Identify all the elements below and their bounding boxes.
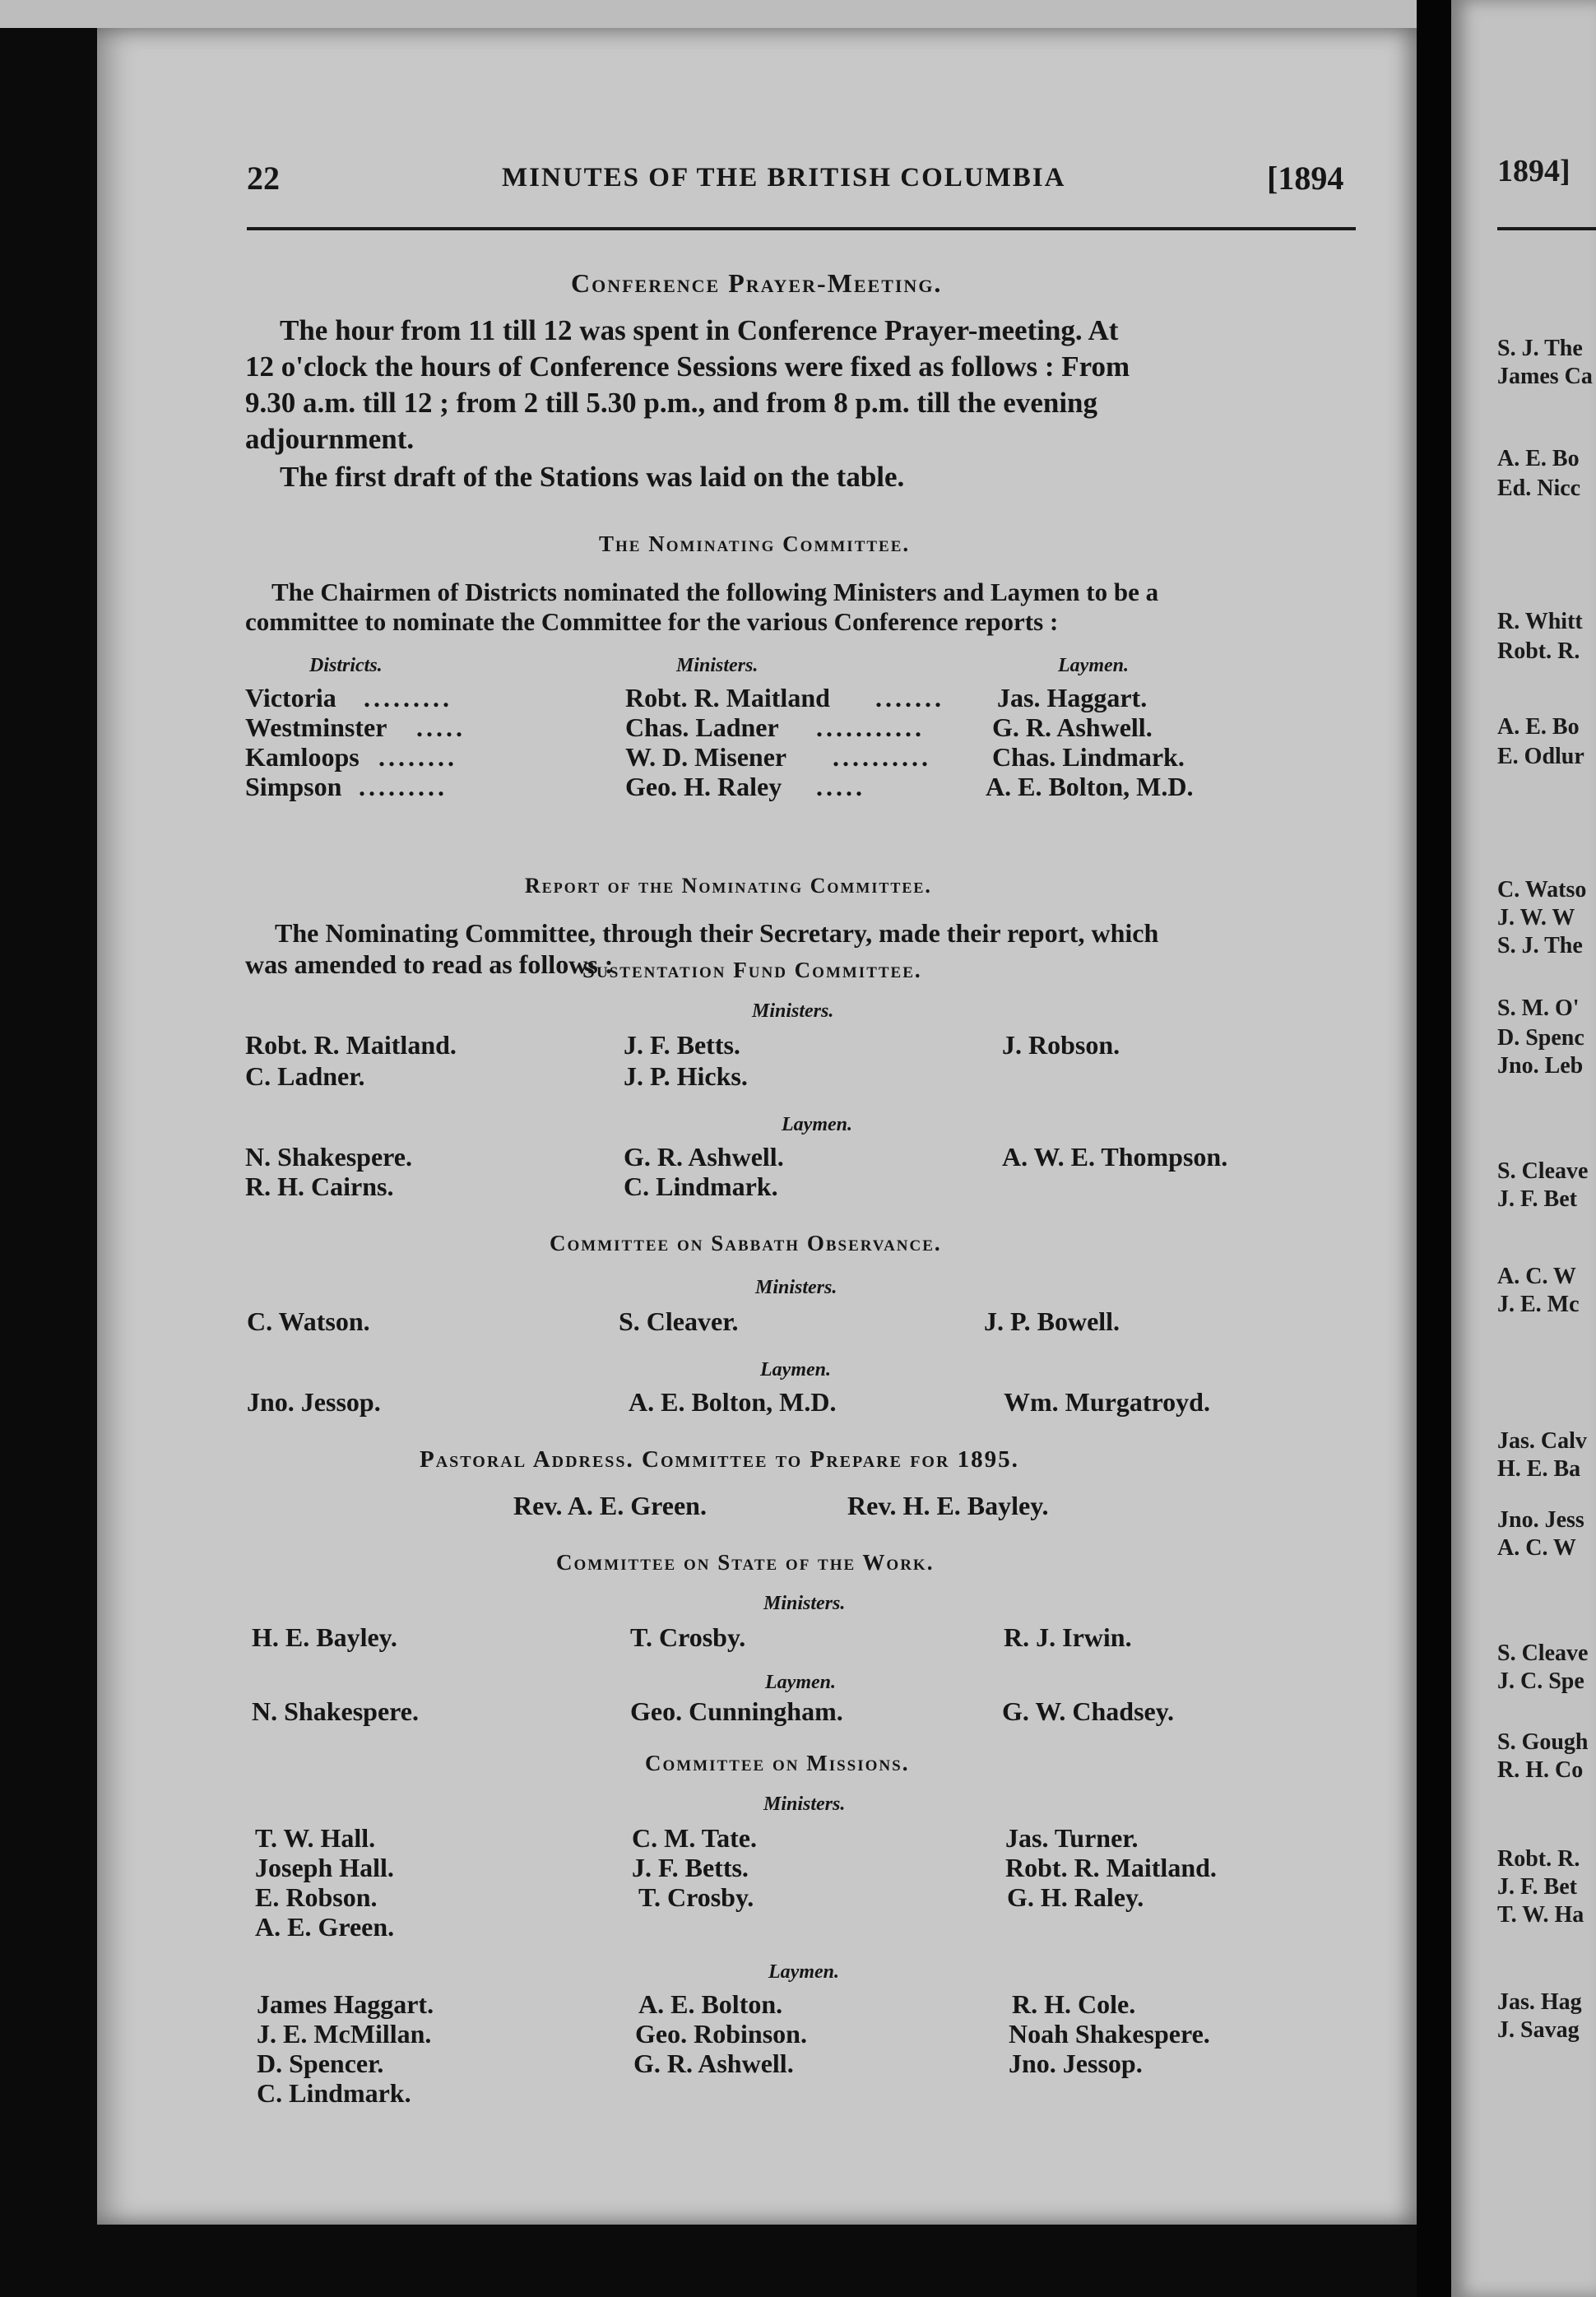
member-name: N. Shakespere. <box>245 1142 412 1172</box>
member-name: T. Crosby. <box>638 1882 754 1912</box>
leader-dots: ......... <box>359 772 448 801</box>
member-name: J. E. McMillan. <box>257 2019 432 2049</box>
member-name: C. Ladner. <box>245 1061 365 1091</box>
right-page-line: S. J. The <box>1497 336 1583 361</box>
right-page-line: D. Spenc <box>1497 1025 1584 1051</box>
leader-dots: ..... <box>416 712 466 742</box>
member-name: G. W. Chadsey. <box>1002 1696 1174 1726</box>
paragraph-line: The first draft of the Stations was laid on the table. <box>280 461 905 493</box>
right-page-line: Ed. Nicc <box>1497 476 1581 501</box>
right-page-line: A. C. W <box>1497 1535 1576 1561</box>
right-page-line: Jas. Hag <box>1497 1989 1582 2015</box>
right-page-line: J. F. Bet <box>1497 1186 1577 1212</box>
member-name: D. Spencer. <box>257 2049 384 2078</box>
running-title: MINUTES OF THE BRITISH COLUMBIA <box>502 163 1066 193</box>
member-name: R. H. Cole. <box>1012 1989 1136 2019</box>
laymen-label: Laymen. <box>782 1114 852 1135</box>
pastoral-heading: Pastoral Address. Committee to Prepare for 1895. <box>420 1446 1019 1473</box>
right-page-line: J. Savag <box>1497 2017 1580 2043</box>
paragraph-line: The hour from 11 till 12 was spent in Conference Prayer-meeting. At <box>280 314 1119 346</box>
district-name: Victoria <box>245 683 336 712</box>
right-page-line: H. E. Ba <box>1497 1456 1581 1482</box>
right-page-line: James Ca <box>1497 364 1593 389</box>
member-name: C. Lindmark. <box>257 2078 411 2108</box>
member-name: J. Robson. <box>1002 1030 1120 1060</box>
right-page-line: J. C. Spe <box>1497 1668 1584 1694</box>
right-page-line: Jno. Leb <box>1497 1053 1584 1079</box>
member-name: Joseph Hall. <box>255 1853 394 1882</box>
top-margin-strip <box>0 0 1596 28</box>
layman-name: Chas. Lindmark. <box>992 742 1185 772</box>
member-name: James Haggart. <box>257 1989 434 2019</box>
member-name: H. E. Bayley. <box>252 1622 397 1652</box>
leader-dots: .......... <box>833 742 931 772</box>
member-name: E. Robson. <box>255 1882 378 1912</box>
member-name: Wm. Murgatroyd. <box>1004 1387 1210 1417</box>
member-name: C. Lindmark. <box>624 1172 778 1201</box>
paragraph-line: 9.30 a.m. till 12 ; from 2 till 5.30 p.m., and from 8 p.m. till the evening <box>245 387 1098 419</box>
sabbath-heading: Committee on Sabbath Observance. <box>550 1231 942 1255</box>
paragraph-line: The Nominating Committee, through their Secretary, made their report, which <box>275 918 1159 948</box>
right-page-rule <box>1497 227 1596 230</box>
column-header: Districts. <box>309 655 383 676</box>
running-year: [1894 <box>1267 160 1344 197</box>
leader-dots: ......... <box>364 683 452 712</box>
paragraph-line: committee to nominate the Committee for the various Conference reports : <box>245 607 1059 636</box>
layman-name: G. R. Ashwell. <box>992 712 1153 742</box>
layman-name: Jas. Haggart. <box>997 683 1148 712</box>
member-name: Geo. Cunningham. <box>630 1696 843 1726</box>
prayer-meeting-heading: Conference Prayer-Meeting. <box>571 268 943 298</box>
member-name: T. Crosby. <box>630 1622 746 1652</box>
right-page-line: J. E. Mc <box>1497 1292 1580 1317</box>
member-name: A. E. Green. <box>255 1912 395 1942</box>
member-name: S. Cleaver. <box>619 1306 739 1336</box>
laymen-label: Laymen. <box>765 1672 836 1693</box>
right-page-line: R. Whitt <box>1497 609 1583 634</box>
member-name: Jas. Turner. <box>1005 1823 1139 1853</box>
missions-heading: Committee on Missions. <box>645 1751 910 1775</box>
column-header: Ministers. <box>676 655 759 676</box>
minister-name: Robt. R. Maitland <box>625 683 830 712</box>
right-page-line: S. Cleave <box>1497 1158 1589 1184</box>
member-name: G. H. Raley. <box>1007 1882 1144 1912</box>
right-page-line: Jas. Calv <box>1497 1428 1587 1454</box>
leader-dots: ........ <box>378 742 457 772</box>
right-page-line: A. E. Bo <box>1497 714 1580 740</box>
ministers-label: Ministers. <box>752 1000 834 1022</box>
right-page-line: R. H. Co <box>1497 1757 1584 1783</box>
member-name: J. P. Hicks. <box>624 1061 748 1091</box>
minister-name: W. D. Misener <box>625 742 787 772</box>
member-name: G. R. Ashwell. <box>633 2049 794 2078</box>
member-name: C. Watson. <box>247 1306 370 1336</box>
paragraph-line: The Chairmen of Districts nominated the following Ministers and Laymen to be a <box>271 578 1159 606</box>
leader-dots: ........... <box>816 712 925 742</box>
member-name: A. E. Bolton, M.D. <box>629 1387 837 1417</box>
member-name: Rev. H. E. Bayley. <box>847 1491 1049 1520</box>
member-name: J. F. Betts. <box>632 1853 749 1882</box>
right-page-line: J. W. W <box>1497 905 1575 930</box>
right-page-fragment <box>1451 0 1596 2297</box>
member-name: G. R. Ashwell. <box>624 1142 784 1172</box>
right-page-line: Robt. R. <box>1497 638 1580 664</box>
paragraph-line: adjournment. <box>245 423 415 455</box>
member-name: R. H. Cairns. <box>245 1172 394 1201</box>
laymen-label: Laymen. <box>768 1961 839 1983</box>
layman-name: A. E. Bolton, M.D. <box>986 772 1194 801</box>
member-name: A. E. Bolton. <box>638 1989 783 2019</box>
minister-name: Chas. Ladner <box>625 712 779 742</box>
member-name: Jno. Jessop. <box>1009 2049 1143 2078</box>
member-name: Geo. Robinson. <box>635 2019 807 2049</box>
state-of-work-heading: Committee on State of the Work. <box>556 1550 935 1575</box>
laymen-label: Laymen. <box>760 1359 831 1381</box>
leader-dots: ..... <box>816 772 865 801</box>
right-page-line: C. Watso <box>1497 877 1587 903</box>
right-page-line: T. W. Ha <box>1497 1902 1584 1928</box>
right-page-year: 1894] <box>1497 154 1570 188</box>
right-page-line: S. Cleave <box>1497 1640 1589 1666</box>
right-page-line: S. J. The <box>1497 933 1583 958</box>
member-name: R. J. Irwin. <box>1004 1622 1132 1652</box>
member-name: Noah Shakespere. <box>1009 2019 1210 2049</box>
column-header: Laymen. <box>1058 655 1129 676</box>
right-page-line: A. E. Bo <box>1497 446 1580 471</box>
paragraph-line: was amended to read as follows : <box>245 949 614 979</box>
right-page-line: S. Gough <box>1497 1729 1589 1755</box>
report-heading: Report of the Nominating Committee. <box>525 874 932 898</box>
minister-name: Geo. H. Raley <box>625 772 782 801</box>
district-name: Westminster <box>245 712 387 742</box>
right-page-line: S. M. O' <box>1497 995 1580 1021</box>
member-name: J. P. Bowell. <box>984 1306 1120 1336</box>
member-name: A. W. E. Thompson. <box>1002 1142 1228 1172</box>
member-name: Rev. A. E. Green. <box>513 1491 707 1520</box>
ministers-label: Ministers. <box>763 1593 846 1614</box>
book-spine <box>1417 0 1451 2297</box>
paragraph-line: 12 o'clock the hours of Conference Sessions were fixed as follows : From <box>245 350 1130 383</box>
right-page-line: E. Odlur <box>1497 744 1584 769</box>
member-name: Jno. Jessop. <box>247 1387 381 1417</box>
right-page-line: J. F. Bet <box>1497 1874 1577 1900</box>
right-page-line: A. C. W <box>1497 1264 1576 1289</box>
page-number: 22 <box>247 160 280 197</box>
member-name: J. F. Betts. <box>624 1030 740 1060</box>
district-name: Kamloops <box>245 742 360 772</box>
member-name: Robt. R. Maitland. <box>1005 1853 1217 1882</box>
right-page-line: Jno. Jess <box>1497 1507 1584 1533</box>
ministers-label: Ministers. <box>763 1794 846 1815</box>
district-name: Simpson <box>245 772 342 801</box>
member-name: Robt. R. Maitland. <box>245 1030 457 1060</box>
member-name: N. Shakespere. <box>252 1696 419 1726</box>
sustentation-heading: Sustentation Fund Committee. <box>582 958 922 982</box>
nominating-heading: The Nominating Committee. <box>599 531 911 556</box>
header-rule <box>247 227 1356 230</box>
leader-dots: ....... <box>875 683 944 712</box>
right-page-line: Robt. R. <box>1497 1846 1580 1872</box>
member-name: T. W. Hall. <box>255 1823 376 1853</box>
ministers-label: Ministers. <box>755 1277 837 1298</box>
member-name: C. M. Tate. <box>632 1823 757 1853</box>
